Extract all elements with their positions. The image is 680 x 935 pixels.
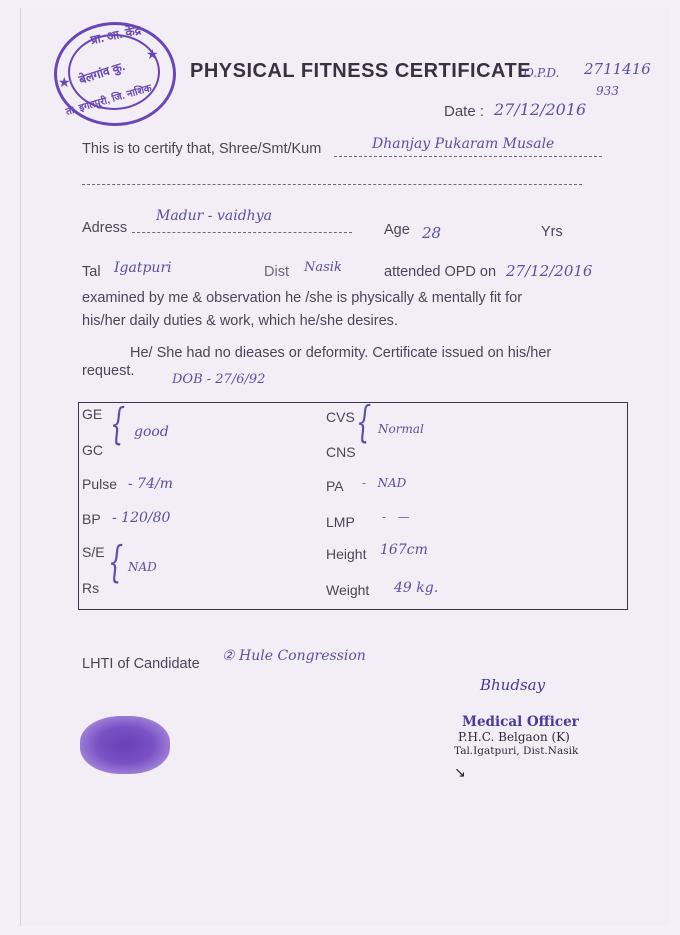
pa-value: - NAD (362, 476, 407, 490)
height-value: 167cm (380, 542, 428, 558)
ge-gc-value: good (134, 424, 169, 440)
lhti-value: ② Hule Congression (222, 648, 366, 664)
tal-label: Tal (82, 264, 101, 280)
lmp-value: - — (382, 510, 410, 524)
date-value: 27/12/2016 (494, 100, 587, 119)
weight-value: 49 kg. (394, 580, 439, 596)
ink-mark-icon: ↘ (454, 764, 466, 780)
dist-value: Nasik (304, 260, 342, 275)
opd-value: 2711416 (584, 60, 651, 78)
date-label: Date : (444, 103, 485, 120)
tal-value: Igatpuri (114, 260, 172, 276)
se-rs-value: NAD (128, 560, 157, 574)
cns-label: CNS (326, 444, 356, 460)
cvs-label: CVS (326, 409, 355, 425)
certificate-title: PHYSICAL FITNESS CERTIFICATE (190, 60, 532, 82)
star-icon: ★ (58, 74, 71, 90)
ge-label: GE (82, 406, 103, 422)
weight-label: Weight (326, 582, 370, 598)
attended-opd-text: attended OPD on (384, 264, 497, 280)
request-text: request. (82, 363, 135, 379)
bp-label: BP (82, 511, 101, 527)
brace-icon: { (356, 396, 372, 448)
officer-location: Tal.Igatpuri, Dist.Nasik (454, 745, 579, 757)
duties-text: his/her daily duties & work, which he/she desires. (82, 313, 398, 329)
stamp-top-text: प्रा. आ. केंद्र (89, 22, 143, 48)
pa-label: PA (326, 478, 344, 494)
opd-date-value: 27/12/2016 (506, 262, 593, 280)
pulse-value: - 74/m (128, 476, 173, 492)
lmp-label: LMP (326, 514, 355, 530)
candidate-name: Dhanjay Pukaram Musale (372, 136, 555, 152)
height-label: Height (326, 546, 367, 562)
age-label: Age (384, 222, 410, 238)
brace-icon: { (108, 536, 124, 588)
yrs-label: Yrs (541, 224, 563, 240)
officer-title: Medical Officer (462, 714, 579, 730)
stamp-bottom-text: ता. इगतपुरी, जि. नाशिक (64, 82, 153, 118)
se-label: S/E (82, 544, 105, 560)
star-icon: ★ (146, 46, 159, 62)
opd-label: O.P.D. (524, 66, 560, 80)
gc-label: GC (82, 442, 103, 458)
officer-signature: Bhudsay (480, 676, 546, 694)
thumbprint-icon (80, 716, 170, 774)
officer-org: P.H.C. Belgaon (K) (458, 730, 570, 744)
dob-value: DOB - 27/6/92 (172, 372, 266, 387)
stamp-center-text: बेलगांव कु. (77, 58, 127, 87)
lhti-label: LHTI of Candidate (82, 656, 200, 672)
no-disease-text: He/ She had no dieases or deformity. Certificate issued on his/her (130, 345, 552, 361)
age-value: 28 (422, 224, 442, 242)
cvs-cns-value: Normal (378, 422, 424, 436)
pulse-label: Pulse (82, 476, 118, 492)
bp-value: - 120/80 (112, 510, 171, 526)
opd-value-secondary: 933 (596, 84, 619, 98)
certify-text: This is to certify that, Shree/Smt/Kum (82, 141, 322, 157)
rs-label: Rs (82, 580, 100, 596)
dist-label: Dist (264, 264, 289, 280)
examined-text: examined by me & observation he /she is physically & mentally fit for (82, 290, 523, 306)
address-value: Madur - vaidhya (156, 208, 272, 224)
address-label: Adress (82, 220, 128, 236)
brace-icon: { (110, 398, 126, 450)
